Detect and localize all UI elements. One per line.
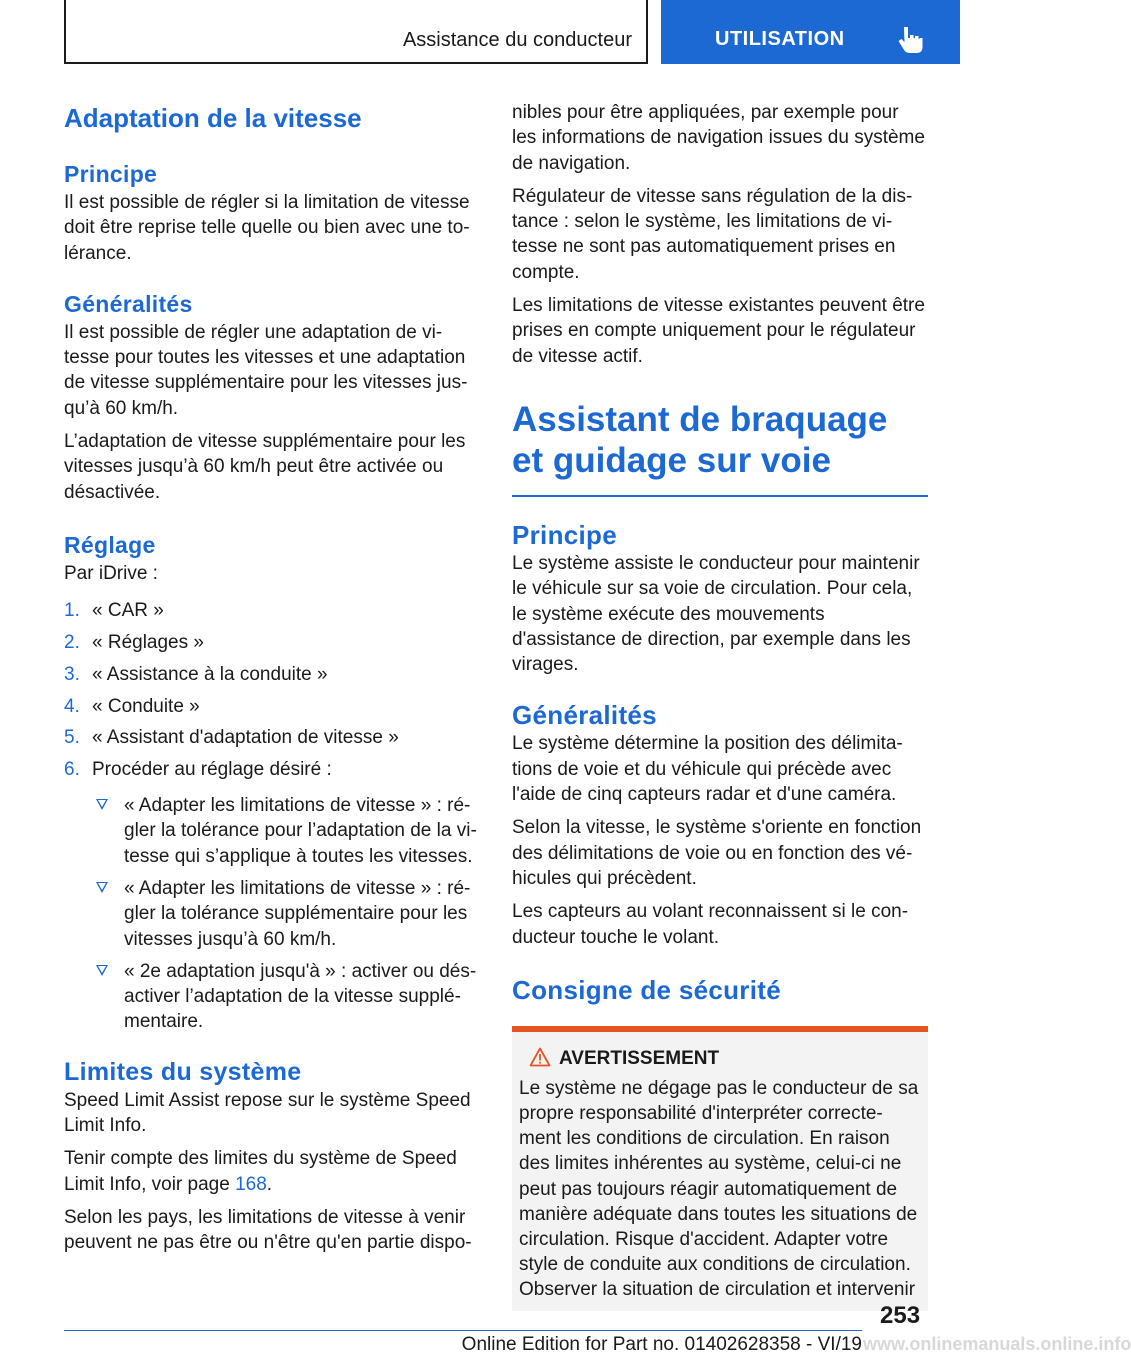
triangle-bullet-icon — [96, 965, 108, 976]
page-number: 253 — [880, 1302, 921, 1329]
subtitle-consigne: Consigne de sécurité — [512, 974, 781, 1005]
sub-list-item — [64, 876, 478, 952]
sub-list-text: « Adapter les limitations de vitesse » : ré-gler la tolérance supplémentaire pour les vitesses jusqu’à 60 km/h. — [124, 877, 471, 950]
warning-text: Le système ne dégage pas le conducteur de sa propre responsabilité d'interpréter correcte-ment les conditions de circulation. En raison des limites inhérentes au système, celui-ci ne peut pas toujours réagir automatiquement de manière adéquate dans toutes les situations de circulation. Risque d'accident. Adapter votre style de conduite aux conditions de circulation. Observer la situation de circulation et intervenir — [519, 1077, 919, 1301]
list-item — [64, 630, 478, 655]
continued-paragraph-2: Régulateur de vitesse sans régulation de la dis-tance : selon le système, les limitations de vi-tesse ne sont pas automatiquement prises en compte. — [512, 185, 913, 283]
warning-box — [512, 1026, 928, 1311]
sub-list-text: « 2e adaptation jusqu'à » : activer ou dés-activer l’adaptation de la vitesse supplé-mentaire. — [124, 960, 477, 1033]
step-number: 3. — [64, 663, 80, 685]
step-text: « Conduite » — [92, 695, 200, 717]
right-column — [512, 100, 928, 1311]
subtitle-reglage: Réglage — [64, 531, 156, 558]
subtitle-principe-2: Principe — [512, 519, 617, 550]
list-item — [64, 725, 478, 750]
chapter-title: Assistant de braquage et guidage sur voie — [512, 399, 888, 480]
list-item — [64, 757, 478, 782]
step-number: 2. — [64, 632, 80, 654]
step-text: « CAR » — [92, 600, 164, 622]
subtitle-principe: Principe — [64, 161, 158, 187]
left-column — [64, 100, 478, 1256]
section-title-adaptation: Adaptation de la vitesse — [64, 103, 362, 133]
step-number: 5. — [64, 727, 80, 749]
limites-paragraph-2 — [64, 1146, 478, 1197]
limites-text-end: . — [266, 1173, 273, 1195]
list-item — [64, 694, 478, 719]
reglage-intro: Par iDrive : — [64, 562, 158, 584]
step-number: 6. — [64, 759, 80, 781]
generalites-2-paragraph-2: Selon la vitesse, le système s'oriente en fonction des délimitations de voie ou en fonction des vé-hicules qui précèdent. — [512, 817, 922, 889]
continued-paragraph-1: nibles pour être appliquées, par exemple pour les informations de navigation issues du système de navigation. — [512, 102, 925, 174]
continued-paragraph-3: Les limitations de vitesse existantes peuvent être prises en compte uniquement pour le régulateur de vitesse actif. — [512, 295, 925, 367]
generalites-paragraph-2: L’adaptation de vitesse supplémentaire pour les vitesses jusqu’à 60 km/h peut être activée ou désactivée. — [64, 431, 466, 503]
list-item — [64, 662, 478, 687]
header-tab-label: UTILISATION — [715, 28, 845, 50]
sub-list-item — [64, 793, 478, 869]
header-tab-utilisation[interactable] — [661, 0, 960, 64]
limites-paragraph-1: Speed Limit Assist repose sur le système Speed Limit Info. — [64, 1089, 471, 1137]
footer-divider — [64, 1330, 862, 1331]
header-section-title: Assistance du conducteur — [402, 29, 632, 51]
edition-text: Online Edition for Part no. 01402628358 - VI/19 — [461, 1334, 862, 1355]
watermark-logo: www.onlinemanuals.online.info — [863, 1334, 1131, 1354]
triangle-bullet-icon — [96, 799, 108, 810]
generalites-2-paragraph-3: Les capteurs au volant reconnaissent si le con-ducteur touche le volant. — [512, 901, 909, 948]
sub-list-item — [64, 959, 478, 1035]
generalites-paragraph-1: Il est possible de régler une adaptation de vi-tesse pour toutes les vitesses et une adaptation de vitesse supplémentaire pour les vitesses jus-qu’à 60 km/h. — [64, 321, 468, 419]
generalites-2-paragraph-1: Le système détermine la position des délimita-tions de voie et du véhicule qui précède avec l'aide de cinq capteurs radar et d'une caméra. — [512, 733, 903, 806]
page-link[interactable]: 168 — [235, 1173, 267, 1195]
subtitle-generalites: Généralités — [64, 290, 193, 317]
limites-paragraph-3: Selon les pays, les limitations de vitesse à venir peuvent ne pas être ou n'être qu'en partie dispo- — [64, 1206, 472, 1254]
header-section-box — [64, 0, 648, 64]
step-text: Procéder au réglage désiré : — [92, 759, 332, 781]
sub-list-text: « Adapter les limitations de vitesse » : ré-gler la tolérance pour l’adaptation de la vi-tesse qui s’applique à toutes les vitesses. — [124, 795, 477, 867]
principe-text-2: Le système assiste le conducteur pour maintenir le véhicule sur sa voie de circulation. Pour cela, le système exécute des mouvements d'assistance de direction, par exemple dans les virages. — [512, 552, 920, 676]
triangle-bullet-icon — [96, 882, 108, 893]
steps-list — [64, 598, 478, 782]
warning-header — [519, 1046, 921, 1072]
step-number: 4. — [64, 695, 80, 717]
step-text: « Assistant d'adaptation de vitesse » — [92, 727, 399, 749]
warning-label: AVERTISSEMENT — [559, 1047, 720, 1069]
subtitle-generalites-2: Généralités — [512, 700, 657, 731]
step-text: « Assistance à la conduite » — [92, 663, 328, 685]
principe-text: Il est possible de régler si la limitation de vitesse doit être reprise telle quelle ou bien avec une to-lérance. — [64, 192, 470, 264]
list-item — [64, 598, 478, 623]
warning-triangle-icon — [529, 1047, 551, 1067]
hand-pointer-icon — [895, 25, 925, 55]
subtitle-limites: Limites du système — [64, 1057, 302, 1086]
step-text: « Réglages » — [92, 632, 204, 654]
limites-text: Tenir compte des limites du système de Speed Limit Info, voir page — [64, 1148, 457, 1195]
step-number: 1. — [64, 600, 80, 622]
